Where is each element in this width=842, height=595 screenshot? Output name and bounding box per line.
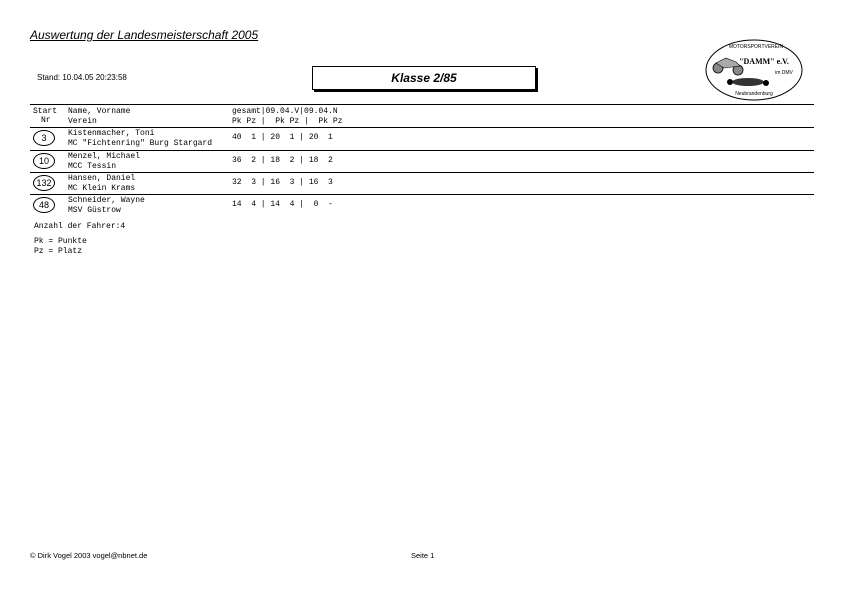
start-number-badge: 3: [33, 130, 55, 146]
rider-club: MCC Tessin: [68, 162, 117, 171]
document-title: Auswertung der Landesmeisterschaft 2005: [30, 28, 259, 42]
logo-im-dmv: im DMV: [775, 70, 793, 76]
footer-copyright: © Dirk Vogel 2003 vogel@nbnet.de: [30, 551, 148, 560]
legend-pz: Pz = Platz: [34, 247, 83, 256]
rider-club: MC Klein Krams: [68, 184, 136, 193]
header-scores-top: gesamt|09.04.V|09.04.N: [232, 107, 338, 116]
start-number-badge: 48: [33, 197, 55, 213]
header-verein: Verein: [68, 117, 97, 126]
header-top-rule: [30, 104, 814, 105]
row-divider: [30, 172, 814, 173]
rider-name: Schneider, Wayne: [68, 196, 145, 205]
logo-bottom-text: Neubrandenburg: [735, 91, 773, 97]
start-number-badge: 10: [33, 153, 55, 169]
header-name: Name, Vorname: [68, 107, 131, 116]
start-number-badge: 132: [33, 175, 55, 191]
logo-name: "DAMM" e.V.: [739, 57, 789, 66]
header-nr: Nr: [41, 116, 51, 125]
klasse-box: [312, 66, 536, 90]
rider-scores: 40 1 | 20 1 | 20 1: [232, 133, 333, 142]
rider-name: Hansen, Daniel: [68, 174, 136, 183]
rider-club: MC "Fichtenring" Burg Stargard: [68, 139, 213, 148]
rider-scores: 14 4 | 14 4 | 0 -: [232, 200, 333, 209]
header-scores-bottom: Pk Pz | Pk Pz | Pk Pz: [232, 117, 343, 126]
header-start: Start: [33, 107, 58, 116]
row-divider: [30, 194, 814, 195]
rider-count: Anzahl der Fahrer:4: [34, 222, 126, 231]
rider-scores: 36 2 | 18 2 | 18 2: [232, 156, 333, 165]
club-logo: [704, 38, 804, 102]
header-bottom-rule: [30, 127, 814, 128]
page-number: Seite 1: [411, 551, 435, 560]
logo-top-text: MOTORSPORTVEREIN: [728, 44, 784, 50]
klasse-label: Klasse 2/85: [391, 71, 457, 85]
row-divider: [30, 150, 814, 151]
legend-pk: Pk = Punkte: [34, 237, 87, 246]
rider-scores: 32 3 | 16 3 | 16 3: [232, 178, 333, 187]
rider-name: Menzel, Michael: [68, 152, 141, 161]
stand-timestamp: Stand: 10.04.05 20:23:58: [37, 73, 127, 82]
rider-club: MSV Güstrow: [68, 206, 121, 215]
rider-name: Kistenmacher, Toni: [68, 129, 155, 138]
